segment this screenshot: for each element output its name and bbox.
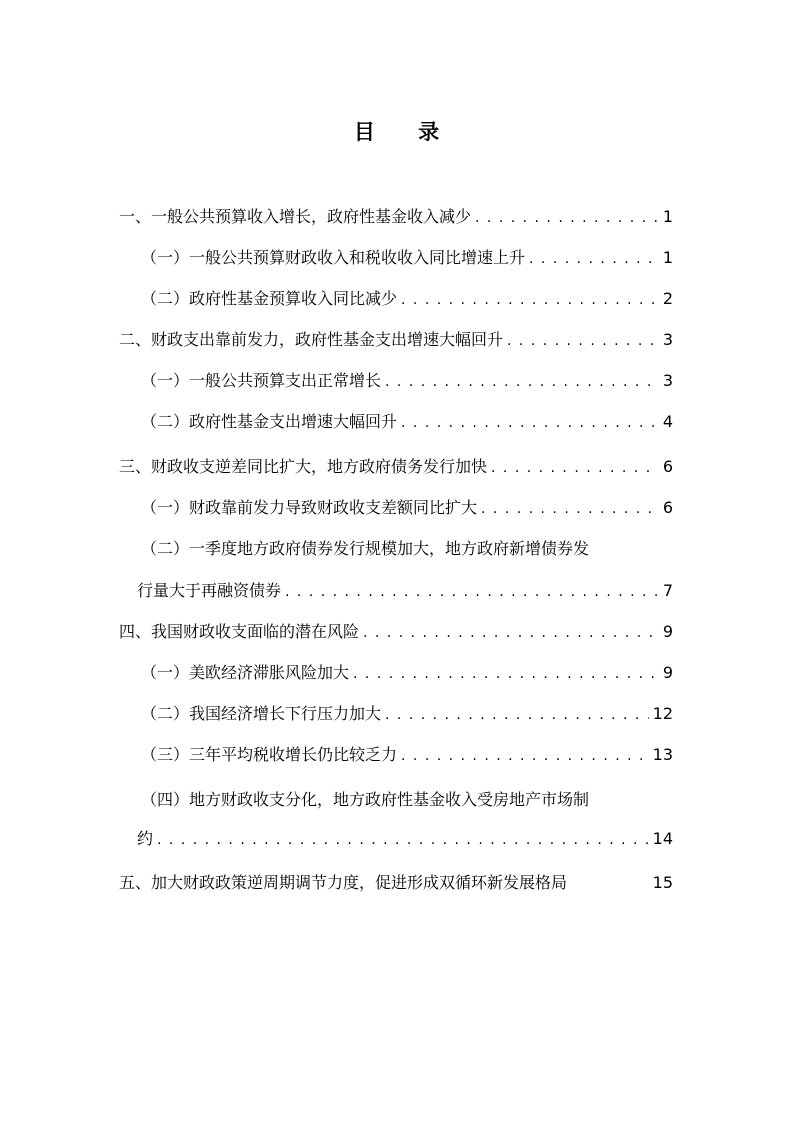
toc-page-number: 3: [662, 330, 673, 349]
page-title: 目 录: [353, 120, 458, 144]
toc-entry-text: （一）一般公共预算支出正常增长: [141, 371, 382, 390]
toc-entry[interactable]: [119, 454, 673, 480]
toc-leader-dots: [401, 743, 649, 769]
toc-leader-dots: [491, 455, 659, 481]
toc-entry[interactable]: [141, 742, 673, 768]
toc-entry[interactable]: [141, 286, 673, 312]
toc-entry[interactable]: [119, 327, 673, 353]
toc-entry[interactable]: [119, 204, 673, 230]
toc-leader-dots: [529, 246, 659, 272]
toc-entry-text: （二）政府性基金支出增速大幅回升: [141, 412, 398, 431]
toc-entry[interactable]: [137, 578, 673, 604]
toc-leader-dots: [285, 579, 659, 605]
toc-leader-dots: [475, 205, 659, 231]
toc-page-number: 14: [652, 829, 673, 848]
toc-page-number: 6: [662, 457, 673, 476]
toc-page-number: 1: [662, 207, 673, 226]
toc-entry-text[interactable]: （四）地方财政收支分化，地方政府性基金收入受房地产市场制: [141, 790, 590, 809]
toc-entry-text: 三、财政收支逆差同比扩大，地方政府债务发行加快: [119, 457, 488, 476]
toc-page-number: 13: [652, 745, 673, 764]
toc-entry[interactable]: [141, 245, 673, 271]
toc-entry-text[interactable]: （二）一季度地方政府债券发行规模加大，地方政府新增债券发: [141, 539, 590, 558]
toc-entry[interactable]: [141, 409, 673, 435]
toc-entry-text: （二）政府性基金预算收入同比减少: [141, 289, 398, 308]
toc-entry-text: 四、我国财政收支面临的潜在风险: [119, 622, 360, 641]
toc-entry-text: 一、一般公共预算收入增长，政府性基金收入减少: [119, 207, 472, 226]
toc-page-number: 4: [662, 412, 673, 431]
toc-leader-dots: [353, 661, 659, 687]
toc-page-number: 1: [662, 248, 673, 267]
toc-leader-dots: [507, 328, 659, 354]
toc-entry-text: 二、财政支出靠前发力，政府性基金支出增速大幅回升: [119, 330, 504, 349]
toc-entry-text: （一）一般公共预算财政收入和税收收入同比增速上升: [141, 248, 526, 267]
toc-leader-dots: [363, 620, 659, 646]
toc-entry-text: （二）我国经济增长下行压力加大: [141, 704, 382, 723]
toc-leader-dots: [385, 369, 659, 395]
toc-page-number: 9: [662, 663, 673, 682]
toc-page-number: 12: [652, 704, 673, 723]
toc-entry[interactable]: [141, 368, 673, 394]
toc-leader-dots: [481, 496, 659, 522]
toc-page-number: 7: [662, 581, 673, 600]
toc-leader-dots: [401, 410, 659, 436]
toc-entry-text: 行量大于再融资债券: [137, 581, 282, 600]
toc-entry[interactable]: [141, 701, 673, 727]
toc-entry[interactable]: [119, 870, 673, 896]
toc-leader-dots: [385, 702, 649, 728]
toc-page-number: 9: [662, 622, 673, 641]
toc-entry-text: （一）美欧经济滞胀风险加大: [141, 663, 350, 682]
toc-leader-dots: [157, 827, 649, 853]
toc-entry-text: （三）三年平均税收增长仍比较乏力: [141, 745, 398, 764]
toc-entry[interactable]: [141, 660, 673, 686]
toc-entry-text: 五、加大财政政策逆周期调节力度，促进形成双循环新发展格局: [119, 873, 568, 892]
toc-entry[interactable]: [119, 619, 673, 645]
toc-page-number: 3: [662, 371, 673, 390]
toc-entry-text: （一）财政靠前发力导致财政收支差额同比扩大: [141, 498, 478, 517]
toc-page-number: 15: [652, 873, 673, 892]
toc-page-number: 2: [662, 289, 673, 308]
toc-entry[interactable]: [141, 495, 673, 521]
toc-leader-dots: [401, 287, 659, 313]
toc-entry[interactable]: [137, 826, 673, 852]
toc-page-number: 6: [662, 498, 673, 517]
toc-entry-text: 约: [137, 829, 154, 848]
